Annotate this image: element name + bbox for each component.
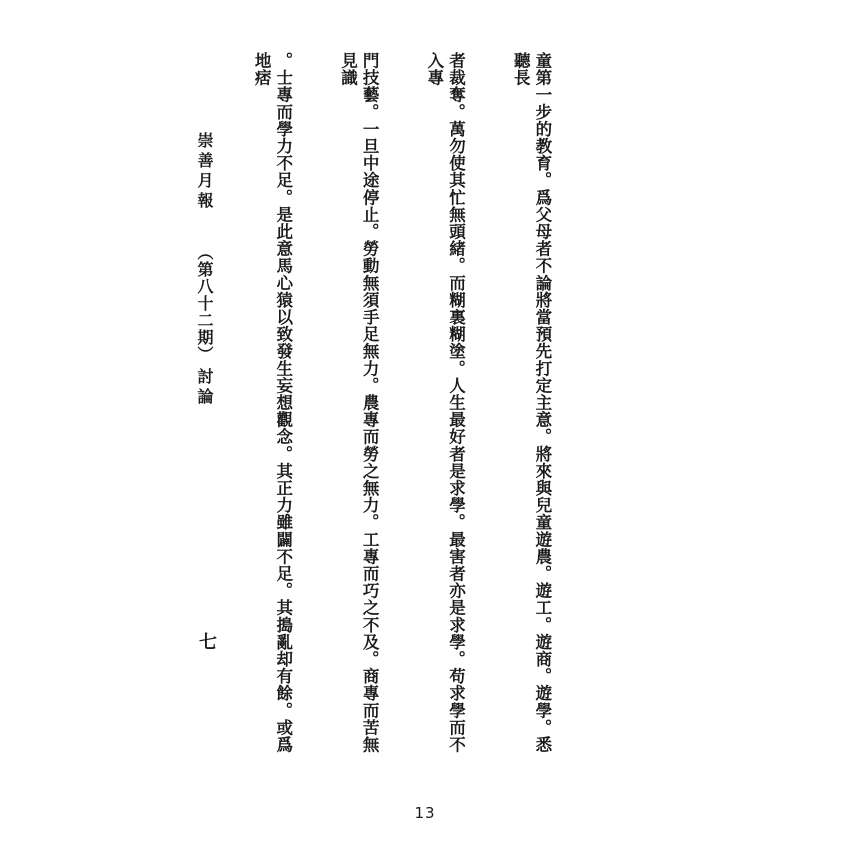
chinese-page-number: 七 (196, 632, 217, 650)
text-column: 童第一步的教育。爲父母者不論將當預先打定主意。將來與兒童遊農。遊工。遊商。遊學。悉聽長 (511, 52, 552, 754)
text-column: 者裁奪。萬勿使其忙無頭緒。而糊裏糊塗。人生最好者是求學。最害者亦是求學。苟求學而不入專 (424, 52, 466, 754)
text-column: 。士專而學力不足。是此意馬心猿以致發生妄想觀念。其正力雖闢不足。其搗亂却有餘。或爲地痞 (252, 52, 293, 754)
running-header (193, 132, 219, 772)
text-column: 門技藝。一旦中途停止。勞動無須手足無力。農專而勞之無力。工專而巧之不及。商專而苦無見識 (338, 52, 380, 754)
issue-number: （第八十二期） (195, 244, 214, 363)
body-text (228, 52, 596, 766)
journal-title: 崇善月報 (195, 132, 214, 212)
section-name: 討論 (195, 368, 214, 408)
footer-page-number: 13 (414, 804, 436, 822)
